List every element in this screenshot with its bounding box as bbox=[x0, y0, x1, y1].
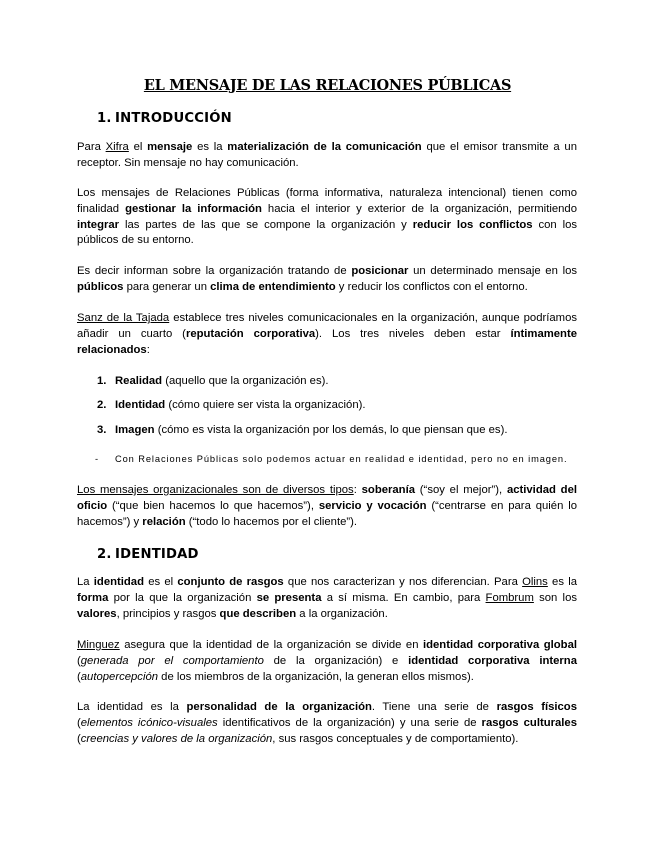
section-title: IDENTIDAD bbox=[115, 547, 199, 562]
author-minguez: Minguez bbox=[77, 639, 120, 651]
paragraph-personalidad: La identidad es la personalidad de la organización. Tiene una serie de rasgos físicos (elementos icónico-visuales identificativos de la organización) y una serie de rasgos culturales (creencias y valores de la organización, sus rasgos conceptuales y de comportamiento). bbox=[77, 701, 577, 745]
paragraph-mensaje-definition: Para Xifra el mensaje es la materialización de la comunicación que el emisor transmite a un receptor. Sin mensaje no hay comunicación. bbox=[77, 141, 577, 169]
paragraph-niveles: Sanz de la Tajada establece tres niveles comunicacionales en la organización, aunque podríamos añadir un cuarto (reputación corporativa). Los tres niveles deben estar íntimamente relacionados: bbox=[77, 312, 577, 356]
author-olins: Olins bbox=[522, 576, 548, 588]
paragraph-tipos-mensajes: Los mensajes organizacionales son de diversos tipos: soberanía (“soy el mejor”), actividad del oficio (“que bien hacemos lo que hacemos”), servicio y vocación (“centrarse en para quién lo hacemos”) y relación (“todo lo hacemos por el cliente”). bbox=[77, 484, 578, 528]
paragraph-posicionar: Es decir informan sobre la organización tratando de posicionar un determinado mensaje en los públicos para generar un clima de entendimiento y reducir los conflictos con el entorno. bbox=[77, 265, 578, 293]
document-title: EL MENSAJE DE LAS RELACIONES PÚBLICAS bbox=[143, 77, 512, 94]
paragraph-mensajes-rrpp: Los mensajes de Relaciones Públicas (forma informativa, naturaleza intencional) tienen como finalidad gestionar la información hacia el interior y exterior de la organización, permitiendo integrar las partes de las que se compone la organización y reducir los conflictos con los públicos de su entorno. bbox=[77, 187, 578, 247]
paragraph-minguez: Minguez asegura que la identidad de la organización se divide en identidad corporativa global (generada por el comportamiento de la organización) e identidad corporativa interna (autopercepción de los miembros de la organización, la generan ellos mismos). bbox=[77, 639, 577, 683]
author-xifra: Xifra bbox=[105, 141, 129, 153]
section-title: INTRODUCCIÓN bbox=[115, 111, 232, 126]
section-number: 2. bbox=[97, 547, 112, 562]
document-page: EL MENSAJE DE LAS RELACIONES PÚBLICAS 1. INTRODUCCIÓN Para Xifra el mensaje es la materialización de la comunicación que el emisor transmite a un receptor. Sin mensaje no hay comunicación. Los mensajes de Relaciones Públicas (forma informativa, naturaleza intencional) tienen como finalidad gestionar la información hacia el interior y exterior de la organización, permitiendo integrar las partes de las que se compone la organización y reducir los conflictos con los públicos de su entorno. Es decir informan sobre la organización tratando de posicionar un determinado mensaje en los públicos para generar un clima de entendimiento y reducir los conflictos con el entorno. Sanz de la Tajada establece tres niveles comunicacionales en la organización, aunque podríamos añadir un cuarto (reputación corporativa). Los tres niveles deben estar íntimamente relacionados: 1. Realidad (aquello que la organización es). 2. Identidad (cómo quiere ser vista la organización). 3. Imagen (cómo es vista la organización por los demás, lo que piensan que es). - Con Relaciones Públicas solo podemos actuar en realidad e identidad, pero no en imagen. Los mensajes organizacionales son de diversos tipos: soberanía (“soy el mejor”), actividad del oficio (“que bien hacemos lo que hacemos”), servicio y vocación (“centrarse en para quién lo hacemos”) y relación (“todo lo hacemos por el cliente”). 2. IDENTIDAD La identidad es el conjunto de rasgos que nos caracterizan y nos diferencian. Para Olins es la forma por la que la organización se presenta a sí misma. En cambio, para Fombrum son los valores, principios y rasgos que describen a la organización. Minguez asegura que la identidad de la organización se divide en identidad corporativa global (generada por el comportamiento de la organización) e identidad corporativa interna (autopercepción de los miembros de la organización, la generan ellos mismos). La identidad es la personalidad de la organización. Tiene una serie de rasgos físicos (elementos icónico-visuales identificativos de la organización) y una serie de rasgos culturales (creencias y valores de la organización, sus rasgos conceptuales y de comportamiento). bbox=[0, 0, 655, 848]
paragraph-identidad-definition: La identidad es el conjunto de rasgos que nos caracterizan y nos diferencian. Para Olins es la forma por la que la organización se presenta a sí misma. En cambio, para Fombrum son los valores, principios y rasgos que describen a la organización. bbox=[77, 576, 578, 620]
author-fombrum: Fombrum bbox=[485, 591, 534, 604]
section-number: 1. bbox=[97, 111, 112, 126]
author-sanz-de-la-tajada: Sanz de la Tajada bbox=[77, 312, 170, 324]
